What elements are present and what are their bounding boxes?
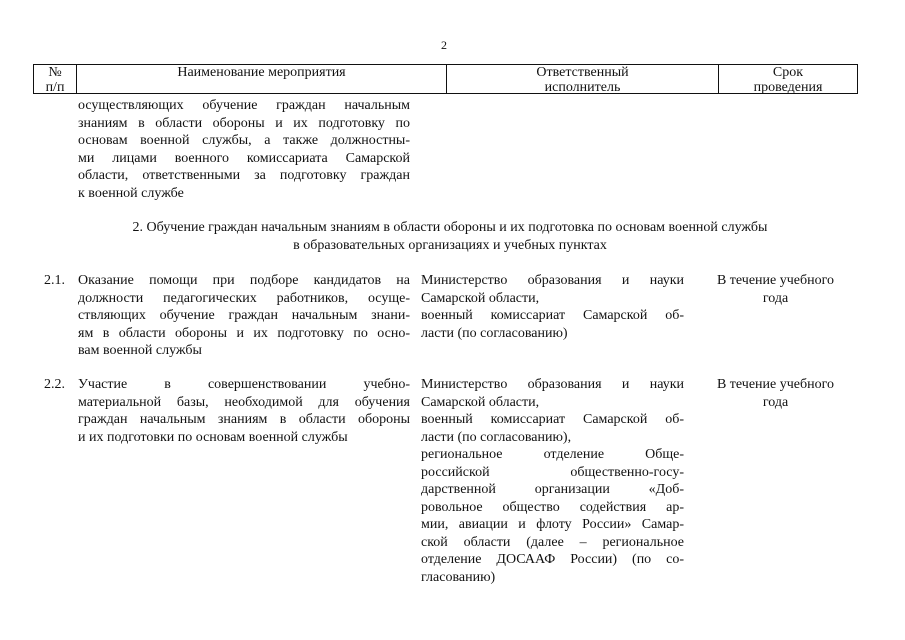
row-term: В течение учебного года [716,377,835,410]
header-col-responsible: Ответственный исполнитель [446,65,718,93]
header-col-term: Срок проведения [718,65,857,93]
row-number: 2.1. [44,273,65,288]
row-name: Участие в совершенствовании учебно- материальной базы, необходимой для обучения граждан начальным знаниям в области обороны и их подготовки по основам военной службы [78,377,410,445]
section-title: 2. Обучение граждан начальным знаниям в области обороны и их подготовка по основам военной службы в образовательных организациях и учебных пунктах [132,220,768,253]
header-col-number: № п/п [45,65,65,95]
row-name: Оказание помощи при подборе кандидатов на должности педагогических работников, осуще- ствляющих обучение граждан начальным знани- ям в области обороны и их подготовку по осно- вам военной службы [78,273,410,358]
table-header [33,64,858,94]
page-number: 2 [441,38,447,52]
row-responsible: Министерство образования и науки Самарской области, военный комиссариат Самарской об- ласти (по согласованию), региональное отделение Обще- российской общественно-госу- дарственной организации «Доб- ровольное общество содействия ар- мии, авиации и флоту России» Самар- ской области (далее – региональное отделение ДОСААФ России) (по со- гласованию) [421,377,684,585]
header-col-name: Наименование мероприятия [76,65,446,93]
row-number: 2.2. [44,377,65,392]
row-term: В течение учебного года [716,273,835,306]
row-responsible: Министерство образования и науки Самарской области, военный комиссариат Самарской об- ласти (по согласованию) [421,273,684,341]
continuation-text: осуществляющих обучение граждан начальным знаниям в области обороны и их подготовку по основам военной службы, а также должностны- ми лицами военного комиссариата Самарской области, ответственными за подготовку граждан к военной службе [78,98,410,201]
